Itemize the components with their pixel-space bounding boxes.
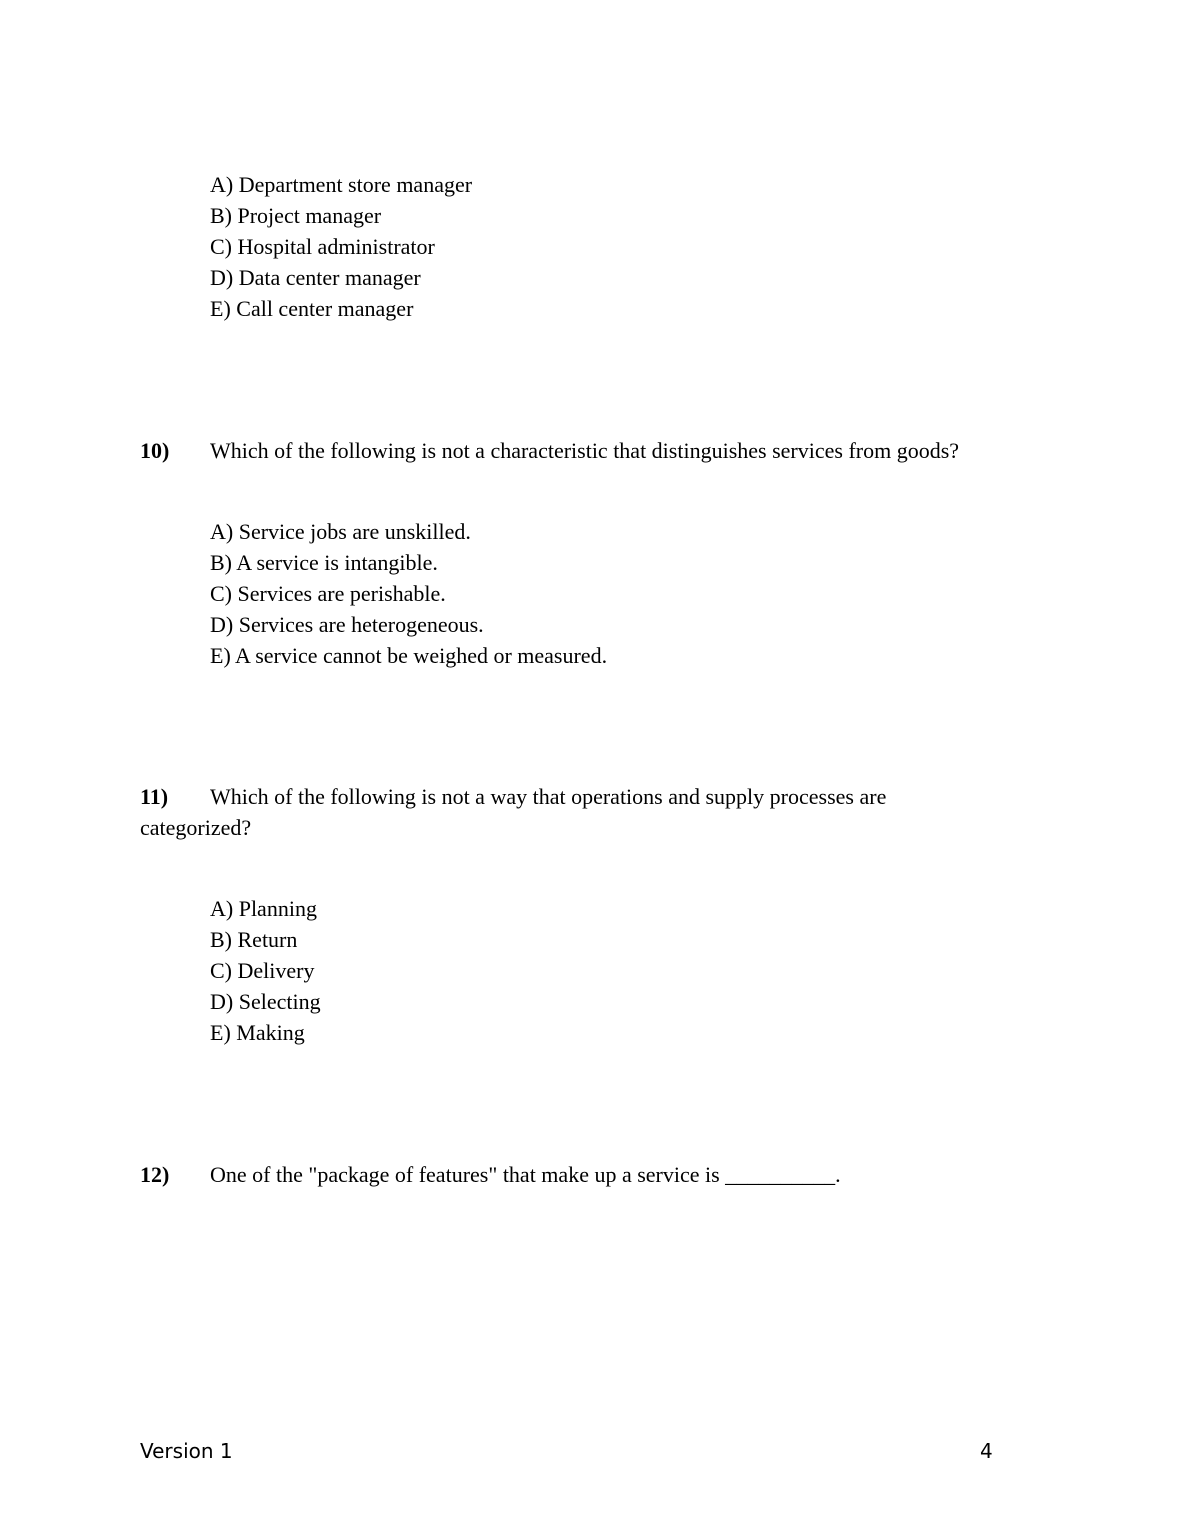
- q11-option-d: D) Selecting: [210, 989, 321, 1014]
- q10-stem: [140, 435, 1020, 466]
- q11-option-e: E) Making: [210, 1020, 305, 1045]
- q9-option-b: B) Project manager: [210, 203, 382, 228]
- q11-options: [210, 893, 321, 1048]
- q11-option-b: B) Return: [210, 927, 298, 952]
- q11-number: 11): [140, 784, 169, 809]
- q9-option-a: A) Department store manager: [210, 172, 473, 197]
- q11-option-a: A) Planning: [210, 896, 317, 921]
- q9-option-c: C) Hospital administrator: [210, 234, 435, 259]
- q10-options: [210, 516, 607, 671]
- q10-option-c: C) Services are perishable.: [210, 581, 446, 606]
- q12-text: One of the "package of features" that make up a service is __________.: [210, 1162, 841, 1187]
- q12-number: 12): [140, 1162, 170, 1187]
- q9-option-e: E) Call center manager: [210, 296, 414, 321]
- q10-option-e: E) A service cannot be weighed or measured.: [210, 643, 608, 668]
- q11-text: Which of the following is not a way that operations and supply processes are categorized?: [140, 784, 887, 840]
- q10-option-a: A) Service jobs are unskilled.: [210, 519, 471, 544]
- q11-stem: [140, 781, 940, 843]
- q10-text: Which of the following is not a characteristic that distinguishes services from goods?: [210, 438, 960, 463]
- q10-number: 10): [140, 438, 170, 463]
- q9-options: [210, 169, 472, 324]
- q10-option-d: D) Services are heterogeneous.: [210, 612, 484, 637]
- q10-option-b: B) A service is intangible.: [210, 550, 438, 575]
- footer-page-number: 4: [980, 1439, 993, 1463]
- q12-stem: [140, 1159, 1020, 1190]
- footer-version: Version 1: [140, 1439, 233, 1463]
- q9-option-d: D) Data center manager: [210, 265, 421, 290]
- q11-option-c: C) Delivery: [210, 958, 315, 983]
